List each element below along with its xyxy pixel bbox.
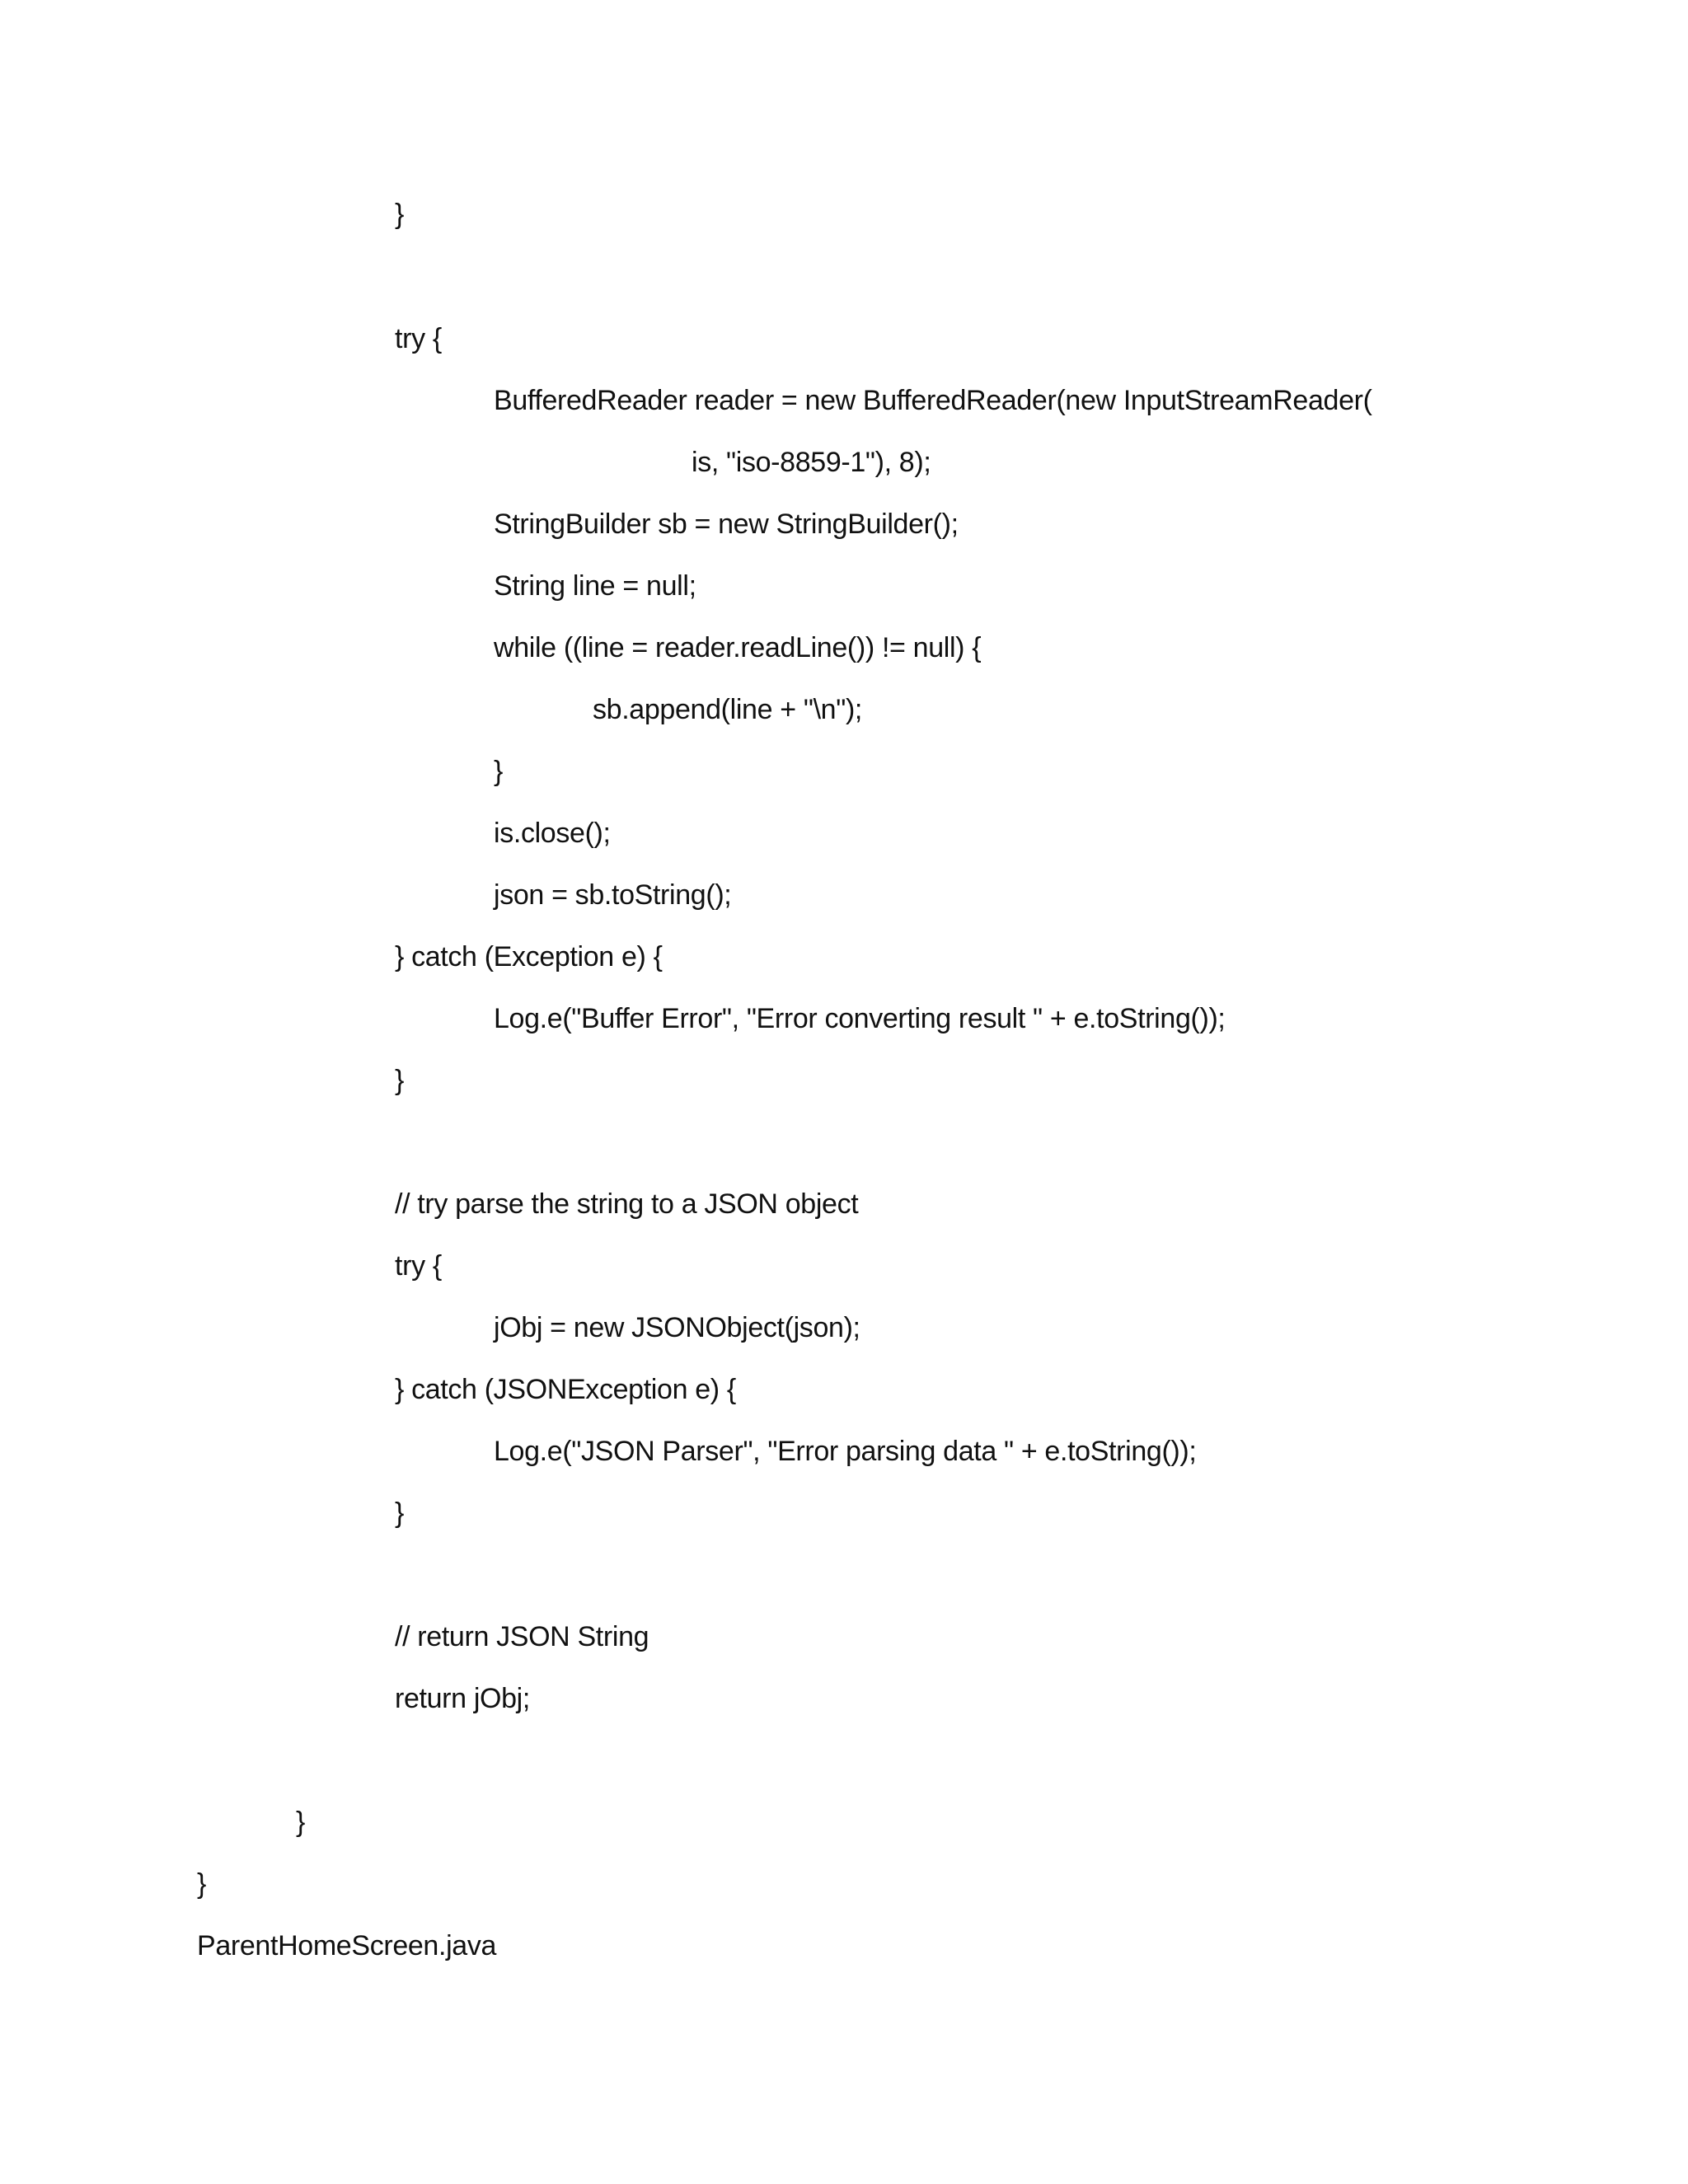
code-line: } (395, 199, 405, 230)
code-line: } catch (Exception e) { (395, 941, 663, 972)
code-line: try { (395, 323, 442, 354)
code-line: } (395, 1497, 405, 1529)
code-line: BufferedReader reader = new BufferedReader(new InputStreamReader( (494, 385, 1372, 416)
code-line: } catch (JSONException e) { (395, 1374, 736, 1405)
code-line: } (395, 1065, 405, 1096)
code-line: sb.append(line + "\n"); (593, 694, 863, 725)
code-line: while ((line = reader.readLine()) != null) { (494, 632, 982, 663)
comment-line: // try parse the string to a JSON object (395, 1188, 859, 1220)
code-line: String line = null; (494, 570, 696, 602)
code-line: is.close(); (494, 818, 611, 849)
file-name-heading: ParentHomeScreen.java (197, 1930, 497, 1961)
code-line: Log.e("JSON Parser", "Error parsing data " + e.toString()); (494, 1436, 1197, 1467)
code-line: } (494, 756, 504, 787)
code-line: try { (395, 1250, 442, 1282)
code-line: } (296, 1807, 306, 1838)
comment-line: // return JSON String (395, 1621, 649, 1652)
code-line: Log.e("Buffer Error", "Error converting result " + e.toString()); (494, 1003, 1226, 1034)
code-line: is, "iso-8859-1"), 8); (692, 447, 931, 478)
code-line: json = sb.toString(); (494, 879, 732, 911)
code-line: StringBuilder sb = new StringBuilder(); (494, 509, 959, 540)
code-line: return jObj; (395, 1683, 530, 1714)
code-line: jObj = new JSONObject(json); (494, 1312, 860, 1343)
code-line: } (197, 1868, 207, 1900)
